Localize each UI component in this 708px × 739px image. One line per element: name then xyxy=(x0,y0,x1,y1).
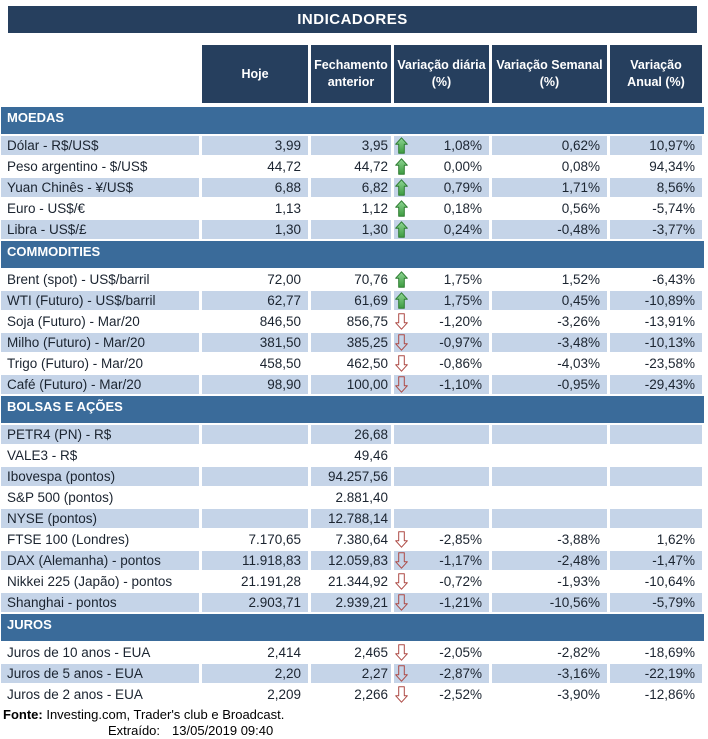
hoje-value: 1,30 xyxy=(202,220,308,239)
table-row xyxy=(1,220,704,241)
down-arrow-icon xyxy=(395,354,408,373)
variacao-semanal-value: 1,52% xyxy=(492,270,607,289)
hoje-value: 2,209 xyxy=(202,685,308,704)
down-arrow-icon xyxy=(395,593,408,612)
fechamento-value: 12.788,14 xyxy=(311,509,391,528)
table-row xyxy=(1,572,704,593)
variacao-diaria-value: 0,00% xyxy=(443,159,482,174)
variacao-semanal-value: -10,56% xyxy=(492,593,607,612)
table-row xyxy=(1,467,704,488)
variacao-anual-value: -29,43% xyxy=(610,375,702,394)
fechamento-value: 2,27 xyxy=(311,664,391,683)
fechamento-value: 21.344,92 xyxy=(311,572,391,591)
fechamento-value: 94.257,56 xyxy=(311,467,391,486)
fechamento-value: 44,72 xyxy=(311,157,391,176)
variacao-diaria-cell xyxy=(394,333,489,352)
column-header-variacao-anual: Variação Anual (%) xyxy=(610,45,702,103)
fechamento-value: 12.059,83 xyxy=(311,551,391,570)
variacao-semanal-value: -0,95% xyxy=(492,375,607,394)
variacao-semanal-value: -0,48% xyxy=(492,220,607,239)
fechamento-value: 6,82 xyxy=(311,178,391,197)
row-label: Libra - US$/£ xyxy=(1,220,199,239)
variacao-diaria-value: -0,86% xyxy=(439,356,482,371)
variacao-diaria-cell xyxy=(394,136,489,155)
up-arrow-icon xyxy=(395,291,408,310)
column-header-spacer xyxy=(1,45,199,103)
fechamento-value: 856,75 xyxy=(311,312,391,331)
fechamento-value: 2.939,21 xyxy=(311,593,391,612)
table-row xyxy=(1,446,704,467)
variacao-semanal-value: -3,26% xyxy=(492,312,607,331)
table-row xyxy=(1,270,704,291)
hoje-value xyxy=(202,425,308,444)
variacao-diaria-cell xyxy=(394,685,489,704)
hoje-value: 44,72 xyxy=(202,157,308,176)
source-line xyxy=(1,707,704,723)
down-arrow-icon xyxy=(395,333,408,352)
down-arrow-icon xyxy=(395,572,408,591)
variacao-semanal-value: -1,93% xyxy=(492,572,607,591)
variacao-semanal-value xyxy=(492,446,607,465)
variacao-anual-value: -10,89% xyxy=(610,291,702,310)
table-row xyxy=(1,291,704,312)
section-header xyxy=(1,241,704,270)
table-row xyxy=(1,425,704,446)
variacao-anual-value: -13,91% xyxy=(610,312,702,331)
variacao-diaria-cell xyxy=(394,509,489,528)
hoje-value xyxy=(202,509,308,528)
variacao-diaria-value: -2,87% xyxy=(439,666,482,681)
source-text: Investing.com, Trader's club e Broadcast. xyxy=(42,707,285,722)
variacao-anual-value: -10,13% xyxy=(610,333,702,352)
table-row xyxy=(1,354,704,375)
hoje-value: 381,50 xyxy=(202,333,308,352)
hoje-value: 1,13 xyxy=(202,199,308,218)
variacao-diaria-value: 1,08% xyxy=(443,138,482,153)
variacao-semanal-value: -2,82% xyxy=(492,643,607,662)
fechamento-value: 3,95 xyxy=(311,136,391,155)
fechamento-value: 2,266 xyxy=(311,685,391,704)
table-row xyxy=(1,488,704,509)
fechamento-value: 7.380,64 xyxy=(311,530,391,549)
hoje-value: 7.170,65 xyxy=(202,530,308,549)
variacao-semanal-value xyxy=(492,425,607,444)
variacao-semanal-value: -3,88% xyxy=(492,530,607,549)
column-header-row xyxy=(1,45,704,103)
variacao-anual-value: -3,77% xyxy=(610,220,702,239)
row-label: FTSE 100 (Londres) xyxy=(1,530,199,549)
row-label: Yuan Chinês - ¥/US$ xyxy=(1,178,199,197)
variacao-anual-value: -23,58% xyxy=(610,354,702,373)
up-arrow-icon xyxy=(395,220,408,239)
hoje-value: 62,77 xyxy=(202,291,308,310)
variacao-semanal-value xyxy=(492,488,607,507)
variacao-semanal-value: 0,08% xyxy=(492,157,607,176)
hoje-value: 846,50 xyxy=(202,312,308,331)
table-row xyxy=(1,643,704,664)
variacao-anual-value: 8,56% xyxy=(610,178,702,197)
variacao-diaria-cell xyxy=(394,354,489,373)
fechamento-value: 1,12 xyxy=(311,199,391,218)
variacao-anual-value xyxy=(610,446,702,465)
variacao-diaria-value: 1,75% xyxy=(443,272,482,287)
fechamento-value: 100,00 xyxy=(311,375,391,394)
row-label: Dólar - R$/US$ xyxy=(1,136,199,155)
fechamento-value: 1,30 xyxy=(311,220,391,239)
up-arrow-icon xyxy=(395,157,408,176)
variacao-anual-value: -6,43% xyxy=(610,270,702,289)
row-label: PETR4 (PN) - R$ xyxy=(1,425,199,444)
fechamento-value: 70,76 xyxy=(311,270,391,289)
variacao-diaria-value: -0,97% xyxy=(439,335,482,350)
extracted-label: Extraído: xyxy=(108,723,161,738)
variacao-diaria-value: 0,79% xyxy=(443,180,482,195)
row-label: WTI (Futuro) - US$/barril xyxy=(1,291,199,310)
variacao-anual-value: -18,69% xyxy=(610,643,702,662)
variacao-anual-value: -1,47% xyxy=(610,551,702,570)
hoje-value: 72,00 xyxy=(202,270,308,289)
variacao-diaria-value: -1,21% xyxy=(439,595,482,610)
variacao-diaria-cell xyxy=(394,312,489,331)
variacao-diaria-value: -2,05% xyxy=(439,645,482,660)
down-arrow-icon xyxy=(395,375,408,394)
table-row xyxy=(1,333,704,354)
table-row xyxy=(1,199,704,220)
variacao-diaria-cell xyxy=(394,375,489,394)
hoje-value xyxy=(202,446,308,465)
row-label: Shanghai - pontos xyxy=(1,593,199,612)
fechamento-value: 2.881,40 xyxy=(311,488,391,507)
section-title: BOLSAS E AÇÕES xyxy=(7,399,123,414)
variacao-diaria-value: -2,52% xyxy=(439,687,482,702)
variacao-diaria-cell xyxy=(394,178,489,197)
variacao-anual-value: 1,62% xyxy=(610,530,702,549)
section-header xyxy=(1,614,704,643)
hoje-value xyxy=(202,488,308,507)
section-title: MOEDAS xyxy=(7,110,65,125)
hoje-value: 2.903,71 xyxy=(202,593,308,612)
hoje-value: 6,88 xyxy=(202,178,308,197)
variacao-semanal-value: 1,71% xyxy=(492,178,607,197)
variacao-diaria-cell xyxy=(394,467,489,486)
variacao-semanal-value: 0,62% xyxy=(492,136,607,155)
column-header-variacao-semanal: Variação Semanal (%) xyxy=(492,45,607,103)
table-row xyxy=(1,530,704,551)
table-row xyxy=(1,136,704,157)
hoje-value: 11.918,83 xyxy=(202,551,308,570)
hoje-value: 98,90 xyxy=(202,375,308,394)
row-label: Café (Futuro) - Mar/20 xyxy=(1,375,199,394)
column-header-hoje: Hoje xyxy=(202,45,308,103)
row-label: Ibovespa (pontos) xyxy=(1,467,199,486)
down-arrow-icon xyxy=(395,643,408,662)
section-header xyxy=(1,396,704,425)
variacao-diaria-cell xyxy=(394,530,489,549)
down-arrow-icon xyxy=(395,551,408,570)
variacao-diaria-value: 0,18% xyxy=(443,201,482,216)
variacao-diaria-value: -1,20% xyxy=(439,314,482,329)
extracted-line xyxy=(1,723,704,739)
variacao-diaria-cell xyxy=(394,643,489,662)
row-label: DAX (Alemanha) - pontos xyxy=(1,551,199,570)
variacao-diaria-cell xyxy=(394,157,489,176)
row-label: Milho (Futuro) - Mar/20 xyxy=(1,333,199,352)
variacao-diaria-cell xyxy=(394,572,489,591)
variacao-semanal-value xyxy=(492,509,607,528)
fechamento-value: 385,25 xyxy=(311,333,391,352)
row-label: Peso argentino - $/US$ xyxy=(1,157,199,176)
variacao-diaria-cell xyxy=(394,488,489,507)
down-arrow-icon xyxy=(395,312,408,331)
fechamento-value: 2,465 xyxy=(311,643,391,662)
variacao-semanal-value: -4,03% xyxy=(492,354,607,373)
row-label: Nikkei 225 (Japão) - pontos xyxy=(1,572,199,591)
table-row xyxy=(1,593,704,614)
up-arrow-icon xyxy=(395,199,408,218)
variacao-anual-value: 10,97% xyxy=(610,136,702,155)
variacao-semanal-value: 0,45% xyxy=(492,291,607,310)
variacao-diaria-cell xyxy=(394,291,489,310)
variacao-diaria-value: -1,17% xyxy=(439,553,482,568)
variacao-diaria-value: -1,10% xyxy=(439,377,482,392)
hoje-value: 2,414 xyxy=(202,643,308,662)
row-label: Juros de 2 anos - EUA xyxy=(1,685,199,704)
row-label: Juros de 5 anos - EUA xyxy=(1,664,199,683)
variacao-diaria-cell xyxy=(394,425,489,444)
variacao-anual-value: -5,74% xyxy=(610,199,702,218)
variacao-diaria-cell xyxy=(394,664,489,683)
table-row xyxy=(1,664,704,685)
down-arrow-icon xyxy=(395,685,408,704)
variacao-anual-value: -10,64% xyxy=(610,572,702,591)
variacao-anual-value: -5,79% xyxy=(610,593,702,612)
table-row xyxy=(1,551,704,572)
section-title: JUROS xyxy=(7,617,52,632)
up-arrow-icon xyxy=(395,136,408,155)
variacao-diaria-cell xyxy=(394,446,489,465)
up-arrow-icon xyxy=(395,270,408,289)
table-row xyxy=(1,375,704,396)
table-row xyxy=(1,509,704,530)
variacao-semanal-value: 0,56% xyxy=(492,199,607,218)
table-row xyxy=(1,157,704,178)
row-label: S&P 500 (pontos) xyxy=(1,488,199,507)
section-header xyxy=(1,107,704,136)
variacao-diaria-cell xyxy=(394,199,489,218)
row-label: Juros de 10 anos - EUA xyxy=(1,643,199,662)
table-row xyxy=(1,312,704,333)
row-label: Euro - US$/€ xyxy=(1,199,199,218)
up-arrow-icon xyxy=(395,178,408,197)
section-title: COMMODITIES xyxy=(7,244,101,259)
variacao-anual-value xyxy=(610,509,702,528)
variacao-diaria-value: 0,24% xyxy=(443,222,482,237)
variacao-diaria-cell xyxy=(394,551,489,570)
column-header-variacao-diaria: Variação diária (%) xyxy=(394,45,489,103)
column-header-fechamento: Fechamento anterior xyxy=(311,45,391,103)
variacao-semanal-value: -2,48% xyxy=(492,551,607,570)
variacao-anual-value: -22,19% xyxy=(610,664,702,683)
variacao-anual-value xyxy=(610,425,702,444)
fechamento-value: 26,68 xyxy=(311,425,391,444)
down-arrow-icon xyxy=(395,664,408,683)
page-title: INDICADORES xyxy=(8,6,697,33)
fechamento-value: 49,46 xyxy=(311,446,391,465)
variacao-semanal-value: -3,16% xyxy=(492,664,607,683)
row-label: VALE3 - R$ xyxy=(1,446,199,465)
hoje-value: 458,50 xyxy=(202,354,308,373)
hoje-value xyxy=(202,467,308,486)
hoje-value: 3,99 xyxy=(202,136,308,155)
row-label: Trigo (Futuro) - Mar/20 xyxy=(1,354,199,373)
variacao-diaria-value: -0,72% xyxy=(439,574,482,589)
variacao-anual-value xyxy=(610,467,702,486)
variacao-anual-value xyxy=(610,488,702,507)
variacao-diaria-cell xyxy=(394,220,489,239)
table-row xyxy=(1,178,704,199)
row-label: Soja (Futuro) - Mar/20 xyxy=(1,312,199,331)
fechamento-value: 462,50 xyxy=(311,354,391,373)
row-label: Brent (spot) - US$/barril xyxy=(1,270,199,289)
variacao-diaria-cell xyxy=(394,593,489,612)
fechamento-value: 61,69 xyxy=(311,291,391,310)
table-footer xyxy=(1,707,704,739)
variacao-diaria-value: 1,75% xyxy=(443,293,482,308)
variacao-semanal-value: -3,90% xyxy=(492,685,607,704)
row-label: NYSE (pontos) xyxy=(1,509,199,528)
down-arrow-icon xyxy=(395,530,408,549)
variacao-semanal-value xyxy=(492,467,607,486)
extracted-timestamp: 13/05/2019 09:40 xyxy=(172,723,274,738)
hoje-value: 2,20 xyxy=(202,664,308,683)
source-label: Fonte: xyxy=(3,707,43,722)
variacao-diaria-cell xyxy=(394,270,489,289)
variacao-semanal-value: -3,48% xyxy=(492,333,607,352)
variacao-anual-value: -12,86% xyxy=(610,685,702,704)
variacao-diaria-value: -2,85% xyxy=(439,532,482,547)
table-row xyxy=(1,685,704,706)
hoje-value: 21.191,28 xyxy=(202,572,308,591)
variacao-anual-value: 94,34% xyxy=(610,157,702,176)
indicators-table xyxy=(1,107,704,706)
